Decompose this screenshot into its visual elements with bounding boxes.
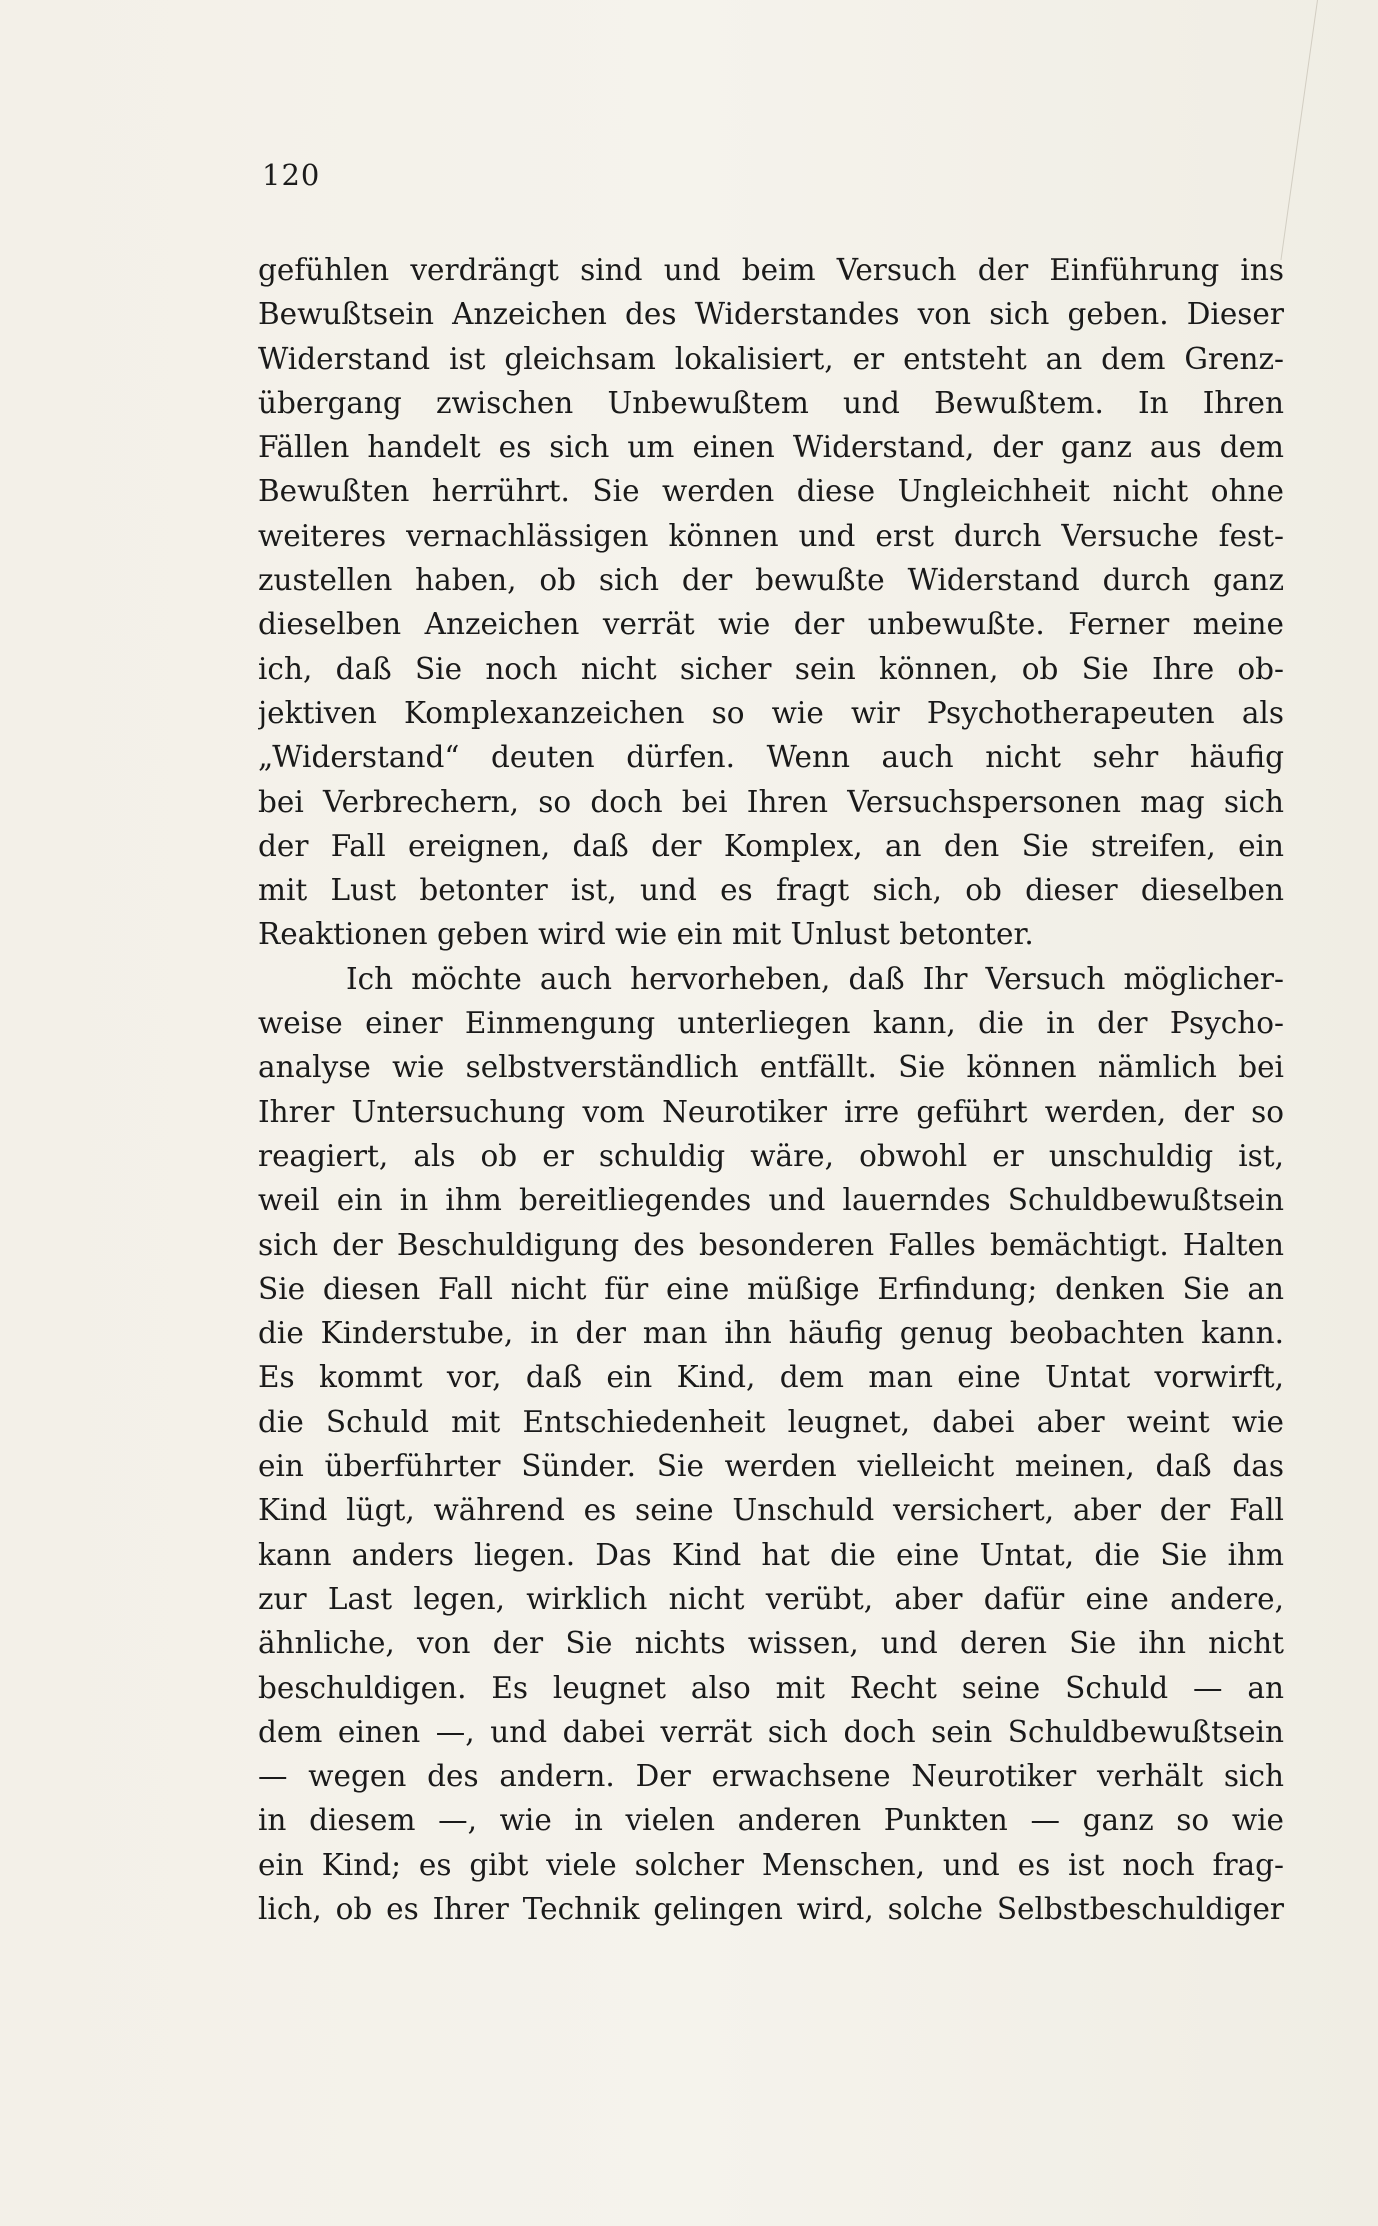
text-line: weil ein in ihm bereitliegendes und lauerndes Schuldbewußtsein bbox=[258, 1183, 1284, 1218]
text-line: jektiven Komplexanzeichen so wie wir Psychotherapeuten als bbox=[258, 695, 1284, 730]
text-line: beschuldigen. Es leugnet also mit Recht seine Schuld — an bbox=[258, 1670, 1284, 1705]
text-line: die Kinderstube, in der man ihn häufig genug beobachten kann. bbox=[258, 1316, 1284, 1351]
text-line: die Schuld mit Entschiedenheit leugnet, dabei aber weint wie bbox=[258, 1404, 1284, 1439]
text-line: bei Verbrechern, so doch bei Ihren Versuchspersonen mag sich bbox=[258, 784, 1284, 819]
text-line: Kind lügt, während es seine Unschuld versichert, aber der Fall bbox=[258, 1493, 1284, 1528]
text-line: mit Lust betonter ist, und es fragt sich, ob dieser dieselben bbox=[258, 873, 1284, 908]
text-line: Bewußten herrührt. Sie werden diese Ungleichheit nicht ohne bbox=[258, 474, 1284, 509]
text-line: reagiert, als ob er schuldig wäre, obwohl er unschuldig ist, bbox=[258, 1138, 1284, 1173]
text-line: Widerstand ist gleichsam lokalisiert, er entsteht an dem Grenz- bbox=[258, 341, 1284, 376]
paragraph-start-line: Ich möchte auch hervorheben, daß Ihr Versuch möglicher- bbox=[346, 961, 1284, 996]
text-line: ähnliche, von der Sie nichts wissen, und deren Sie ihn nicht bbox=[258, 1626, 1284, 1661]
text-line: übergang zwischen Unbewußtem und Bewußtem. In Ihren bbox=[258, 385, 1284, 420]
text-line: der Fall ereignen, daß der Komplex, an den Sie streifen, ein bbox=[258, 828, 1284, 863]
page-number: 120 bbox=[262, 158, 321, 192]
text-line: „Widerstand“ deuten dürfen. Wenn auch nicht sehr häufig bbox=[258, 740, 1284, 775]
text-line: zur Last legen, wirklich nicht verübt, aber dafür eine andere, bbox=[258, 1581, 1284, 1616]
text-line: sich der Beschuldigung des besonderen Falles bemächtigt. Halten bbox=[258, 1227, 1284, 1262]
text-line: gefühlen verdrängt sind und beim Versuch der Einführung ins bbox=[258, 253, 1284, 287]
text-line: dem einen —, und dabei verrät sich doch sein Schuldbewußtsein bbox=[258, 1714, 1284, 1749]
text-line: Bewußtsein Anzeichen des Widerstandes von sich geben. Dieser bbox=[258, 297, 1284, 332]
text-line: lich, ob es Ihrer Technik gelingen wird, solche Selbstbeschuldiger bbox=[258, 1891, 1284, 1926]
text-line: in diesem —, wie in vielen anderen Punkten — ganz so wie bbox=[258, 1803, 1284, 1838]
text-line: Ihrer Untersuchung vom Neurotiker irre geführt werden, der so bbox=[258, 1094, 1284, 1129]
text-line: — wegen des andern. Der erwachsene Neurotiker verhält sich bbox=[258, 1759, 1284, 1794]
text-line: zustellen haben, ob sich der bewußte Widerstand durch ganz bbox=[258, 563, 1284, 598]
text-line: weise einer Einmengung unterliegen kann, die in der Psycho- bbox=[258, 1006, 1284, 1041]
text-line: Es kommt vor, daß ein Kind, dem man eine Untat vorwirft, bbox=[258, 1360, 1284, 1395]
text-line: kann anders liegen. Das Kind hat die eine Untat, die Sie ihm bbox=[258, 1537, 1284, 1572]
text-line: ich, daß Sie noch nicht sicher sein können, ob Sie Ihre ob- bbox=[258, 651, 1284, 686]
text-line: weiteres vernachlässigen können und erst durch Versuche fest- bbox=[258, 518, 1284, 553]
page-edge-shadow bbox=[1280, 0, 1378, 260]
text-line: Fällen handelt es sich um einen Widerstand, der ganz aus dem bbox=[258, 430, 1284, 465]
text-line: analyse wie selbstverständlich entfällt. Sie können nämlich bei bbox=[258, 1050, 1284, 1085]
text-line: dieselben Anzeichen verrät wie der unbewußte. Ferner meine bbox=[258, 607, 1284, 642]
text-line: ein Kind; es gibt viele solcher Menschen, und es ist noch frag- bbox=[258, 1847, 1284, 1882]
paragraph-end-line: Reaktionen geben wird wie ein mit Unlust betonter. bbox=[258, 917, 1034, 952]
text-line: ein überführter Sünder. Sie werden vielleicht meinen, daß das bbox=[258, 1449, 1284, 1484]
text-line: Sie diesen Fall nicht für eine müßige Erfindung; denken Sie an bbox=[258, 1271, 1284, 1306]
body-text bbox=[258, 248, 1284, 1931]
